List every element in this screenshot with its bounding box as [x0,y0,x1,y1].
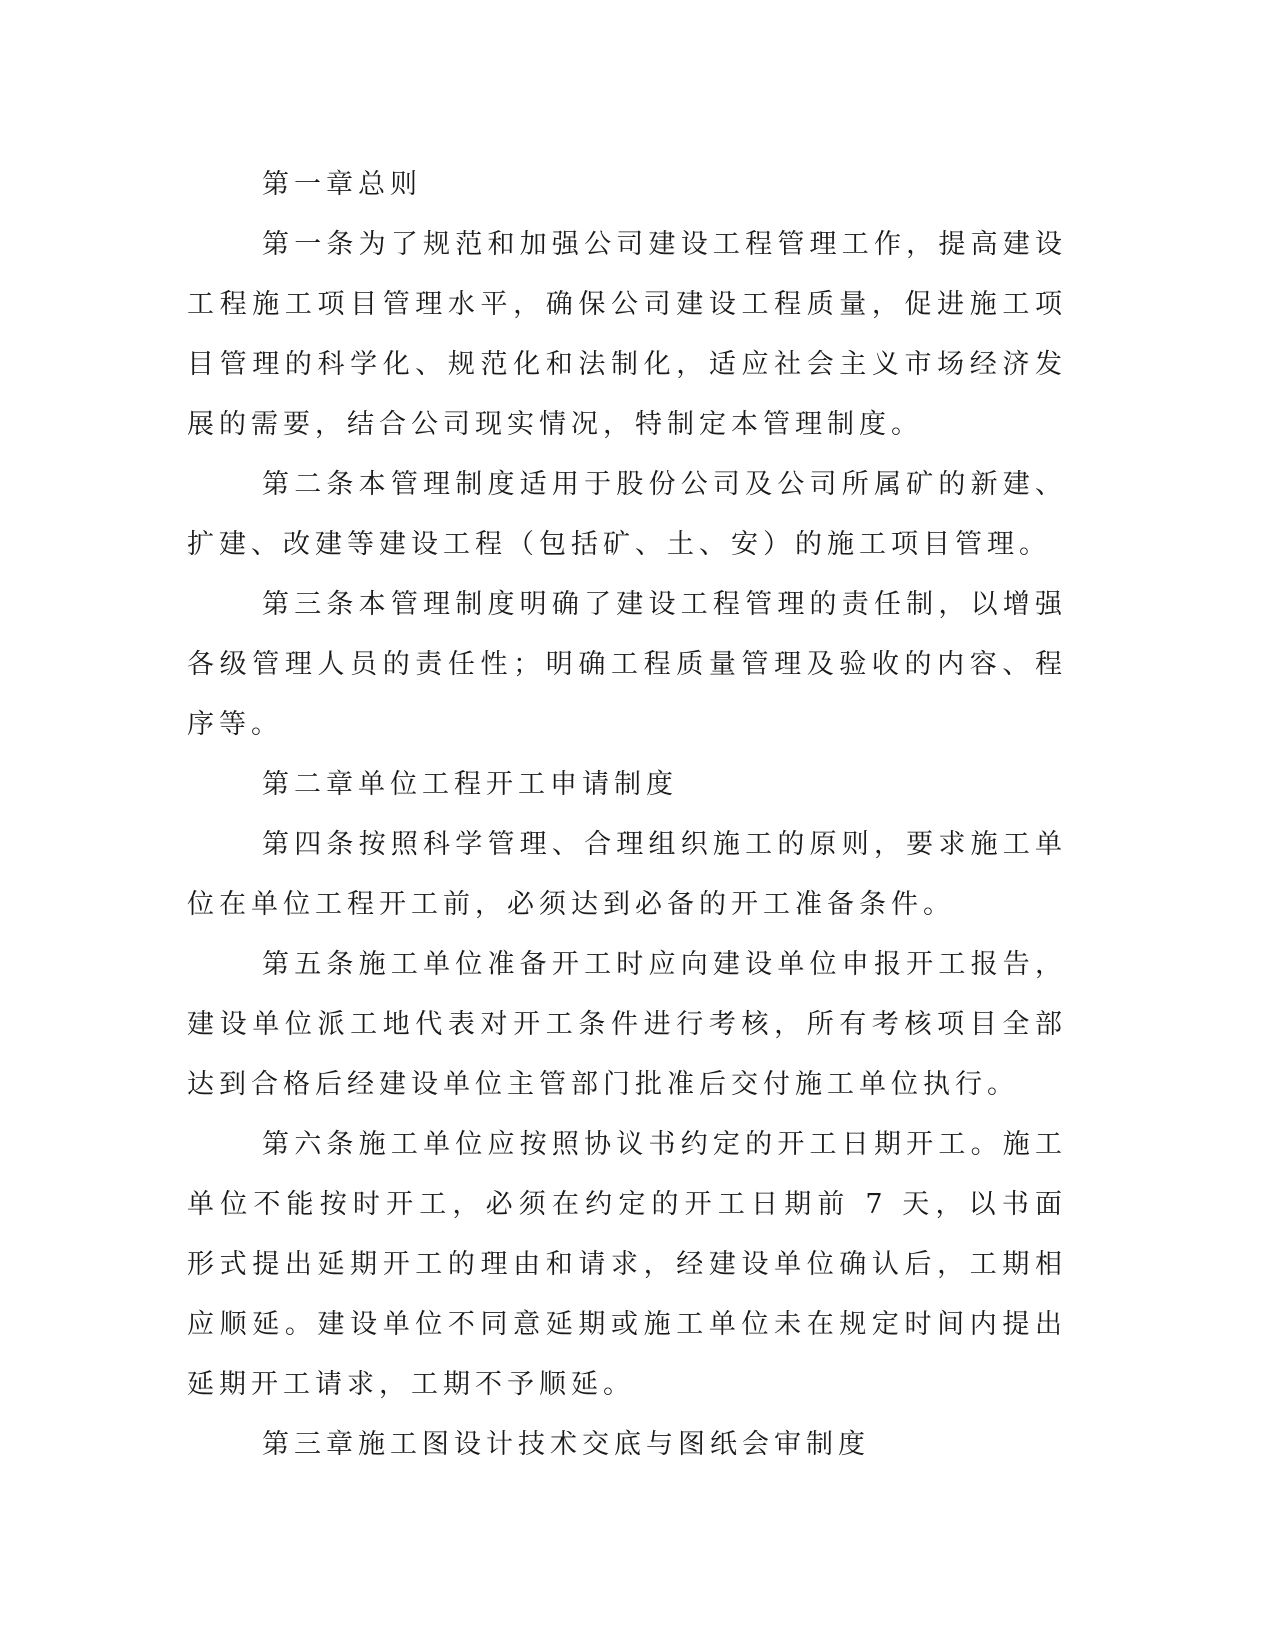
article-paragraph: 第四条按照科学管理、合理组织施工的原则，要求施工单位在单位工程开工前，必须达到必备的开工准备条件。 [187,829,1067,920]
article-paragraph: 第一条为了规范和加强公司建设工程管理工作，提高建设工程施工项目管理水平，确保公司建设工程质量，促进施工项目管理的科学化、规范化和法制化，适应社会主义市场经济发展的需要，结合公司现实情况，特制定本管理制度。 [187,229,1067,440]
chapter-heading: 第一章总则 [262,169,422,200]
article-paragraph: 第六条施工单位应按照协议书约定的开工日期开工。施工单位不能按时开工，必须在约定的开工日期前 7 天，以书面形式提出延期开工的理由和请求，经建设单位确认后，工期相应顺延。建设单位不同意延期或施工单位未在规定时间内提出延期开工请求，工期不予顺延。 [187,1129,1067,1400]
document-body [187,155,1067,1475]
chapter-heading: 第三章施工图设计技术交底与图纸会审制度 [262,1429,870,1460]
article-paragraph: 第二条本管理制度适用于股份公司及公司所属矿的新建、扩建、改建等建设工程（包括矿、土、安）的施工项目管理。 [187,469,1067,560]
chapter-heading: 第二章单位工程开工申请制度 [262,769,678,800]
article-paragraph: 第五条施工单位准备开工时应向建设单位申报开工报告，建设单位派工地代表对开工条件进行考核，所有考核项目全部达到合格后经建设单位主管部门批准后交付施工单位执行。 [187,949,1067,1100]
article-paragraph: 第三条本管理制度明确了建设工程管理的责任制，以增强各级管理人员的责任性；明确工程质量管理及验收的内容、程序等。 [187,589,1067,740]
